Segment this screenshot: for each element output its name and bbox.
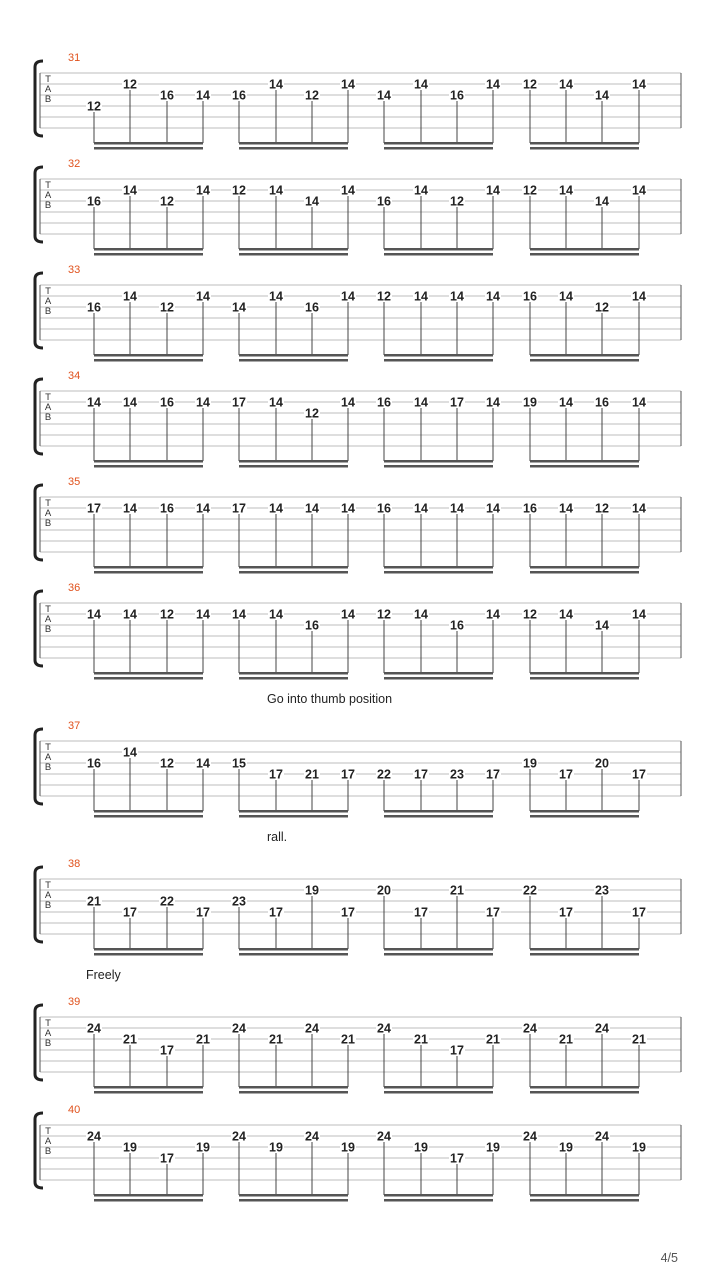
beam-primary	[239, 672, 348, 675]
beam-primary	[530, 248, 639, 251]
fret-number: 12	[595, 501, 609, 516]
fret-number: 14	[123, 289, 137, 304]
fret-number: 14	[196, 395, 210, 410]
beam-secondary	[94, 1091, 203, 1094]
fret-number: 14	[450, 289, 464, 304]
beam-secondary	[530, 953, 639, 956]
beam-secondary	[530, 147, 639, 150]
fret-number: 14	[232, 607, 246, 622]
fret-number: 16	[377, 501, 391, 516]
fret-number: 16	[450, 618, 464, 633]
tab-clef-letter: A	[44, 508, 52, 519]
fret-number: 19	[523, 395, 537, 410]
beam-secondary	[530, 677, 639, 680]
fret-number: 24	[377, 1021, 391, 1036]
fret-number: 17	[486, 767, 500, 782]
fret-number: 14	[595, 618, 609, 633]
fret-number: 14	[269, 77, 283, 92]
system-39-bracket	[35, 1005, 43, 1080]
fret-number: 14	[341, 607, 355, 622]
fret-number: 24	[87, 1021, 101, 1036]
tab-clef-letter: A	[44, 190, 52, 201]
fret-number: 14	[486, 289, 500, 304]
fret-number: 19	[123, 1140, 137, 1155]
fret-number: 12	[523, 77, 537, 92]
beam-secondary	[384, 465, 493, 468]
fret-number: 14	[632, 289, 646, 304]
measure-number: 35	[68, 476, 81, 488]
beam-secondary	[384, 147, 493, 150]
fret-number: 16	[87, 756, 101, 771]
beam-secondary	[384, 571, 493, 574]
beam-primary	[530, 948, 639, 951]
fret-number: 14	[559, 183, 573, 198]
performance-annotation: Go into thumb position	[267, 692, 393, 706]
fret-number: 17	[450, 1151, 464, 1166]
fret-number: 14	[196, 289, 210, 304]
tab-clef-letter: T	[45, 74, 51, 85]
fret-number: 21	[632, 1032, 646, 1047]
beam-secondary	[239, 1091, 348, 1094]
fret-number: 17	[559, 905, 573, 920]
fret-number: 22	[523, 883, 537, 898]
beam-primary	[530, 1194, 639, 1197]
beam-primary	[384, 460, 493, 463]
fret-number: 17	[123, 905, 137, 920]
fret-number: 14	[269, 501, 283, 516]
tab-clef-letter: B	[44, 518, 52, 529]
system-32-bracket	[35, 167, 43, 242]
fret-number: 14	[414, 395, 428, 410]
fret-number: 17	[232, 501, 246, 516]
fret-number: 14	[123, 183, 137, 198]
fret-number: 17	[160, 1151, 174, 1166]
beam-primary	[94, 1194, 203, 1197]
beam-primary	[239, 1194, 348, 1197]
beam-primary	[94, 810, 203, 813]
beam-secondary	[384, 1091, 493, 1094]
fret-number: 14	[87, 607, 101, 622]
fret-number: 17	[559, 767, 573, 782]
fret-number: 14	[341, 289, 355, 304]
system-35-bracket	[35, 485, 43, 560]
fret-number: 17	[341, 905, 355, 920]
measure-number: 34	[68, 370, 81, 382]
fret-number: 14	[196, 183, 210, 198]
fret-number: 24	[595, 1021, 609, 1036]
fret-number: 21	[305, 767, 319, 782]
beam-secondary	[384, 953, 493, 956]
fret-number: 14	[341, 77, 355, 92]
beam-secondary	[239, 147, 348, 150]
system-33-bracket	[35, 273, 43, 348]
tab-clef-letter: B	[44, 624, 52, 635]
tab-clef-letter: B	[44, 412, 52, 423]
fret-number: 24	[377, 1129, 391, 1144]
fret-number: 14	[632, 607, 646, 622]
tab-clef-letter: B	[44, 306, 52, 317]
fret-number: 16	[305, 618, 319, 633]
fret-number: 19	[523, 756, 537, 771]
beam-secondary	[94, 1199, 203, 1202]
fret-number: 12	[523, 607, 537, 622]
fret-number: 20	[595, 756, 609, 771]
fret-number: 14	[269, 607, 283, 622]
fret-number: 19	[632, 1140, 646, 1155]
beam-primary	[384, 1194, 493, 1197]
fret-number: 14	[486, 77, 500, 92]
fret-number: 14	[377, 88, 391, 103]
beam-secondary	[94, 571, 203, 574]
beam-secondary	[384, 677, 493, 680]
tab-clef-letter: T	[45, 742, 51, 753]
beam-secondary	[239, 1199, 348, 1202]
beam-primary	[239, 142, 348, 145]
fret-number: 12	[305, 406, 319, 421]
fret-number: 17	[414, 905, 428, 920]
fret-number: 19	[269, 1140, 283, 1155]
fret-number: 19	[486, 1140, 500, 1155]
fret-number: 16	[160, 395, 174, 410]
fret-number: 12	[160, 756, 174, 771]
fret-number: 23	[595, 883, 609, 898]
beam-secondary	[94, 147, 203, 150]
beam-secondary	[94, 253, 203, 256]
fret-number: 12	[232, 183, 246, 198]
fret-number: 15	[232, 756, 246, 771]
fret-number: 12	[87, 99, 101, 114]
fret-number: 14	[414, 501, 428, 516]
fret-number: 14	[341, 501, 355, 516]
fret-number: 14	[486, 183, 500, 198]
tab-clef-letter: B	[44, 1038, 52, 1049]
fret-number: 14	[87, 395, 101, 410]
beam-primary	[94, 248, 203, 251]
tab-clef-letter: A	[44, 1136, 52, 1147]
fret-number: 14	[341, 395, 355, 410]
beam-primary	[239, 354, 348, 357]
beam-primary	[530, 1086, 639, 1089]
beam-primary	[239, 810, 348, 813]
fret-number: 22	[377, 767, 391, 782]
beam-secondary	[530, 1199, 639, 1202]
performance-annotation: rall.	[267, 830, 288, 844]
fret-number: 21	[414, 1032, 428, 1047]
fret-number: 12	[450, 194, 464, 209]
fret-number: 14	[196, 501, 210, 516]
fret-number: 24	[595, 1129, 609, 1144]
fret-number: 14	[414, 607, 428, 622]
fret-number: 19	[196, 1140, 210, 1155]
fret-number: 24	[523, 1129, 537, 1144]
fret-number: 24	[232, 1021, 246, 1036]
beam-primary	[530, 354, 639, 357]
beam-secondary	[384, 359, 493, 362]
beam-primary	[384, 354, 493, 357]
fret-number: 12	[595, 300, 609, 315]
fret-number: 14	[196, 607, 210, 622]
measure-number: 40	[68, 1104, 81, 1116]
beam-primary	[94, 672, 203, 675]
beam-secondary	[94, 677, 203, 680]
fret-number: 16	[160, 88, 174, 103]
page-number: 4/5	[660, 1251, 678, 1265]
fret-number: 17	[341, 767, 355, 782]
fret-number: 16	[450, 88, 464, 103]
beam-primary	[239, 948, 348, 951]
system-38-bracket	[35, 867, 43, 942]
fret-number: 21	[450, 883, 464, 898]
tab-clef-letter: A	[44, 890, 52, 901]
beam-primary	[384, 1086, 493, 1089]
beam-primary	[384, 810, 493, 813]
fret-number: 16	[87, 194, 101, 209]
beam-primary	[239, 1086, 348, 1089]
tab-clef-letter: B	[44, 762, 52, 773]
fret-number: 14	[196, 88, 210, 103]
measure-number: 32	[68, 158, 81, 170]
fret-number: 14	[559, 501, 573, 516]
beam-primary	[530, 142, 639, 145]
tab-clef-letter: T	[45, 880, 51, 891]
beam-primary	[94, 948, 203, 951]
fret-number: 21	[269, 1032, 283, 1047]
tab-clef-letter: A	[44, 296, 52, 307]
fret-number: 14	[123, 395, 137, 410]
fret-number: 14	[269, 395, 283, 410]
fret-number: 17	[160, 1043, 174, 1058]
fret-number: 14	[123, 745, 137, 760]
tab-clef-letter: T	[45, 604, 51, 615]
performance-annotation: Freely	[86, 968, 121, 982]
beam-secondary	[530, 253, 639, 256]
fret-number: 14	[232, 300, 246, 315]
fret-number: 20	[377, 883, 391, 898]
beam-secondary	[239, 953, 348, 956]
fret-number: 14	[414, 289, 428, 304]
beam-primary	[239, 566, 348, 569]
fret-number: 14	[595, 194, 609, 209]
fret-number: 12	[160, 607, 174, 622]
fret-number: 12	[377, 289, 391, 304]
fret-number: 14	[595, 88, 609, 103]
fret-number: 14	[632, 501, 646, 516]
fret-number: 19	[414, 1140, 428, 1155]
fret-number: 14	[559, 289, 573, 304]
fret-number: 14	[123, 501, 137, 516]
measure-number: 31	[68, 52, 81, 64]
fret-number: 14	[486, 501, 500, 516]
tab-clef-letter: B	[44, 1146, 52, 1157]
fret-number: 19	[559, 1140, 573, 1155]
fret-number: 19	[341, 1140, 355, 1155]
fret-number: 17	[269, 767, 283, 782]
tab-clef-letter: B	[44, 94, 52, 105]
fret-number: 16	[377, 395, 391, 410]
system-40-bracket	[35, 1113, 43, 1188]
fret-number: 14	[559, 77, 573, 92]
measure-number: 36	[68, 582, 81, 594]
fret-number: 14	[632, 395, 646, 410]
measure-number: 38	[68, 858, 81, 870]
beam-secondary	[239, 465, 348, 468]
fret-number: 16	[377, 194, 391, 209]
fret-number: 14	[559, 607, 573, 622]
beam-secondary	[530, 465, 639, 468]
beam-primary	[530, 460, 639, 463]
measure-number: 33	[68, 264, 81, 276]
fret-number: 14	[450, 501, 464, 516]
beam-secondary	[530, 571, 639, 574]
beam-secondary	[384, 253, 493, 256]
fret-number: 17	[269, 905, 283, 920]
fret-number: 14	[414, 183, 428, 198]
fret-number: 17	[450, 395, 464, 410]
beam-secondary	[384, 1199, 493, 1202]
fret-number: 14	[305, 501, 319, 516]
tab-clef-letter: T	[45, 180, 51, 191]
fret-number: 24	[87, 1129, 101, 1144]
tab-clef-letter: B	[44, 900, 52, 911]
beam-secondary	[239, 815, 348, 818]
beam-secondary	[94, 953, 203, 956]
fret-number: 19	[305, 883, 319, 898]
fret-number: 21	[196, 1032, 210, 1047]
beam-secondary	[239, 253, 348, 256]
fret-number: 21	[87, 894, 101, 909]
tab-clef-letter: T	[45, 1018, 51, 1029]
fret-number: 14	[632, 77, 646, 92]
beam-primary	[239, 248, 348, 251]
beam-primary	[94, 1086, 203, 1089]
fret-number: 24	[523, 1021, 537, 1036]
beam-secondary	[530, 1091, 639, 1094]
fret-number: 17	[414, 767, 428, 782]
beam-secondary	[94, 815, 203, 818]
fret-number: 24	[305, 1129, 319, 1144]
beam-primary	[94, 460, 203, 463]
fret-number: 16	[523, 501, 537, 516]
beam-primary	[530, 810, 639, 813]
fret-number: 12	[160, 300, 174, 315]
fret-number: 16	[160, 501, 174, 516]
fret-number: 16	[305, 300, 319, 315]
fret-number: 14	[632, 183, 646, 198]
tab-clef-letter: B	[44, 200, 52, 211]
fret-number: 16	[523, 289, 537, 304]
fret-number: 17	[450, 1043, 464, 1058]
beam-primary	[94, 566, 203, 569]
fret-number: 12	[123, 77, 137, 92]
fret-number: 16	[87, 300, 101, 315]
fret-number: 14	[486, 395, 500, 410]
beam-secondary	[530, 815, 639, 818]
beam-secondary	[530, 359, 639, 362]
fret-number: 17	[87, 501, 101, 516]
fret-number: 17	[486, 905, 500, 920]
beam-primary	[94, 142, 203, 145]
tab-clef-letter: A	[44, 1028, 52, 1039]
tab-clef-letter: A	[44, 614, 52, 625]
beam-secondary	[239, 359, 348, 362]
beam-secondary	[94, 359, 203, 362]
tab-clef-letter: T	[45, 392, 51, 403]
fret-number: 14	[305, 194, 319, 209]
tab-clef-letter: A	[44, 402, 52, 413]
fret-number: 21	[559, 1032, 573, 1047]
beam-primary	[384, 248, 493, 251]
beam-primary	[384, 672, 493, 675]
tab-clef-letter: A	[44, 84, 52, 95]
fret-number: 23	[450, 767, 464, 782]
beam-secondary	[239, 677, 348, 680]
beam-secondary	[94, 465, 203, 468]
measure-number: 39	[68, 996, 81, 1008]
fret-number: 24	[232, 1129, 246, 1144]
fret-number: 14	[559, 395, 573, 410]
tab-clef-letter: T	[45, 286, 51, 297]
fret-number: 21	[123, 1032, 137, 1047]
fret-number: 16	[595, 395, 609, 410]
fret-number: 12	[160, 194, 174, 209]
beam-primary	[530, 566, 639, 569]
fret-number: 21	[341, 1032, 355, 1047]
fret-number: 12	[523, 183, 537, 198]
beam-secondary	[239, 571, 348, 574]
fret-number: 23	[232, 894, 246, 909]
fret-number: 12	[377, 607, 391, 622]
beam-primary	[239, 460, 348, 463]
beam-primary	[94, 354, 203, 357]
fret-number: 14	[414, 77, 428, 92]
fret-number: 17	[632, 767, 646, 782]
fret-number: 24	[305, 1021, 319, 1036]
fret-number: 14	[123, 607, 137, 622]
fret-number: 14	[196, 756, 210, 771]
fret-number: 12	[305, 88, 319, 103]
system-37-bracket	[35, 729, 43, 804]
beam-primary	[384, 142, 493, 145]
fret-number: 16	[232, 88, 246, 103]
measure-number: 37	[68, 720, 81, 732]
system-36-bracket	[35, 591, 43, 666]
fret-number: 22	[160, 894, 174, 909]
fret-number: 17	[232, 395, 246, 410]
tab-clef-letter: A	[44, 752, 52, 763]
tab-clef-letter: T	[45, 1126, 51, 1137]
beam-primary	[384, 566, 493, 569]
fret-number: 21	[486, 1032, 500, 1047]
fret-number: 14	[269, 183, 283, 198]
fret-number: 14	[486, 607, 500, 622]
fret-number: 14	[341, 183, 355, 198]
system-31-bracket	[35, 61, 43, 136]
beam-secondary	[384, 815, 493, 818]
tab-clef-letter: T	[45, 498, 51, 509]
system-34-bracket	[35, 379, 43, 454]
fret-number: 14	[269, 289, 283, 304]
beam-primary	[530, 672, 639, 675]
fret-number: 17	[196, 905, 210, 920]
fret-number: 17	[632, 905, 646, 920]
beam-primary	[384, 948, 493, 951]
